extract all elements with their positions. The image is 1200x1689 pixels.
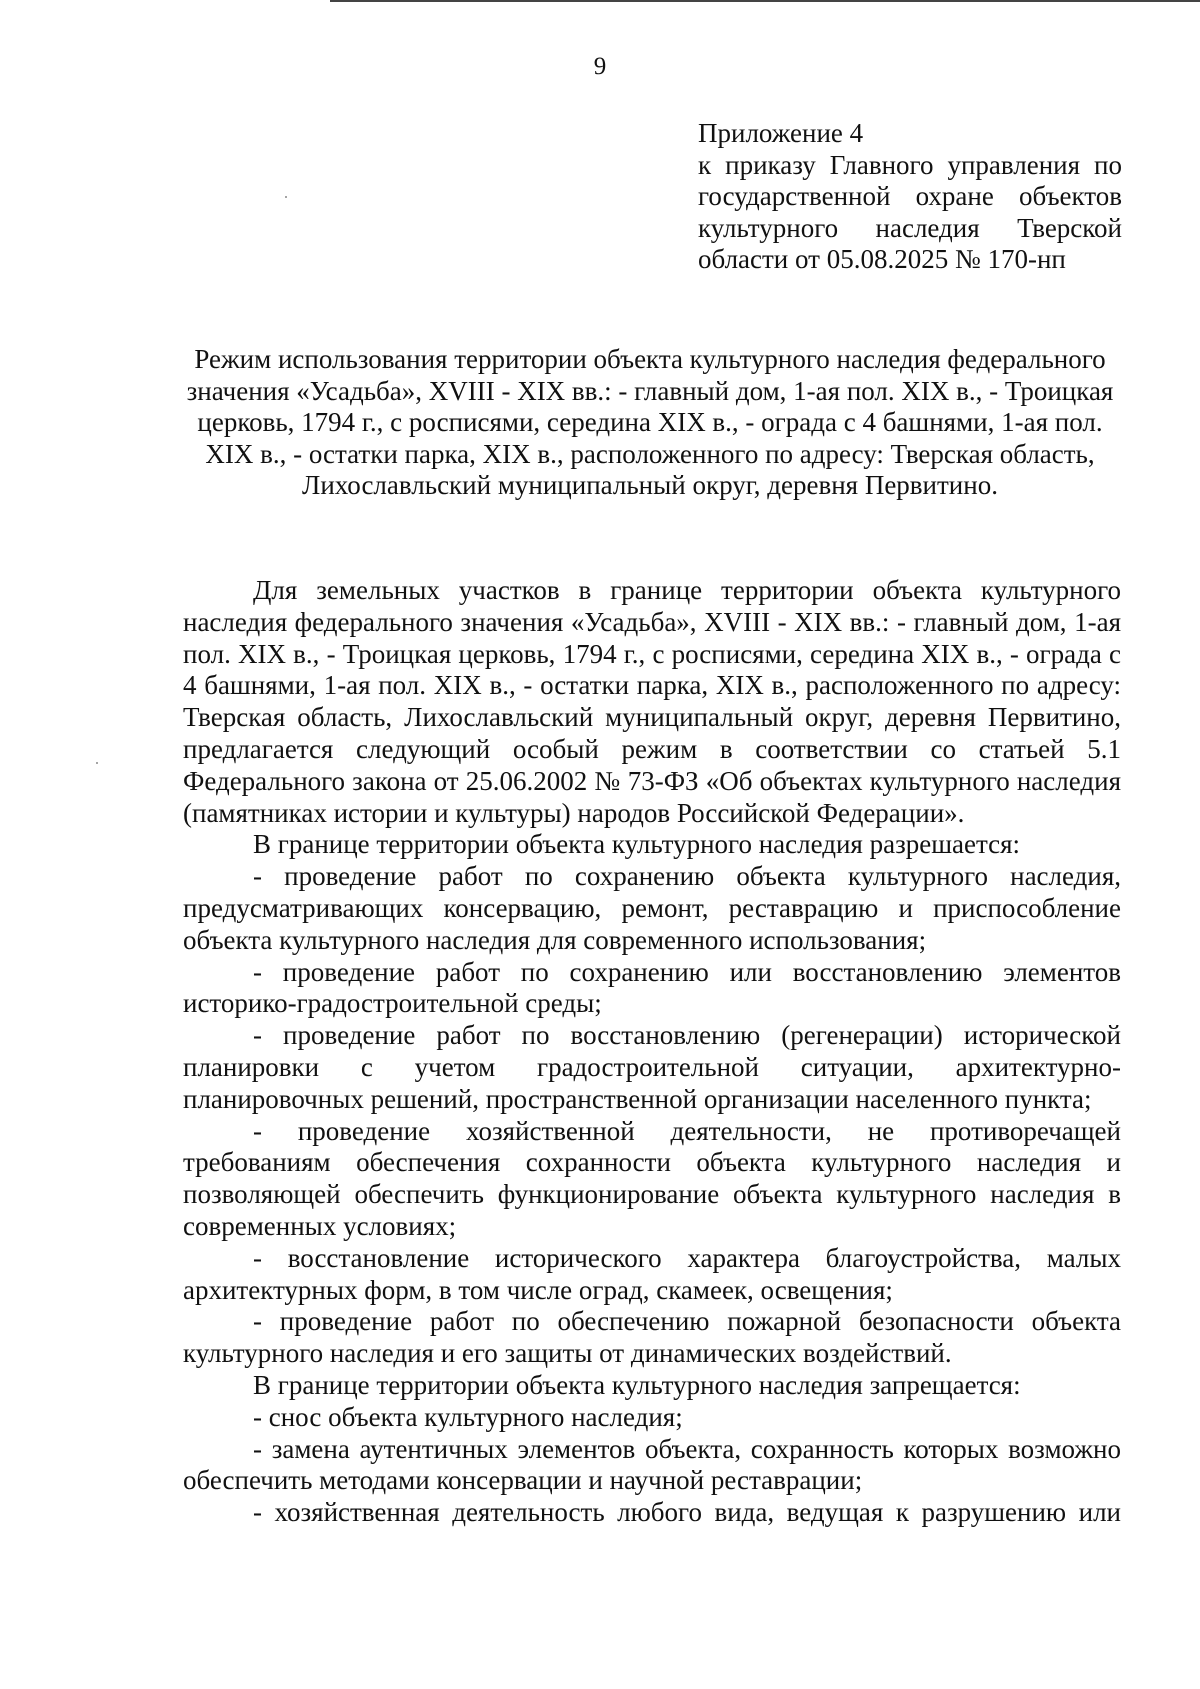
prohibited-item: - снос объекта культурного наследия; <box>253 1401 683 1432</box>
intro-paragraph: Для земельных участков в границе территории объекта культурного наследия федерального значения «Усадьба», XVIII - XIX вв.: - главный дом, 1-ая пол. XIX в., - Троицкая церковь, 1794 г., с росписями, середина XIX в., - ограда с 4 башнями, 1-ая пол. XIX в., - остатки парка, XIX в., расположенного по адресу: Тверская область, Лихославльский муниципальный округ, деревня Первитино, предлагается следующий особый режим в соответствии со статьей 5.1 Федерального закона от 25.06.2002 № 73-ФЗ «Об объектах культурного наследия (памятниках истории и культуры) народов Российской Федерации». <box>183 575 1121 828</box>
scan-speck <box>96 762 98 764</box>
allowed-item: - проведение хозяйственной деятельности, не противоречащей требованиям обеспечения сохранности объекта культурного наследия и позволяющей обеспечить функционирование объекта культурного наследия в современных условиях; <box>183 1115 1121 1241</box>
prohibited-item: - замена аутентичных элементов объекта, сохранность которых возможно обеспечить методами консервации и научной реставрации; <box>183 1433 1121 1496</box>
allowed-heading: В границе территории объекта культурного наследия разрешается: <box>253 829 1021 860</box>
appendix-reference: к приказу Главного управления по государственной охране объектов культурного наследия Тверской области от 05.08.2025 № 170-нп <box>698 149 1122 274</box>
allowed-item: - проведение работ по сохранению объекта культурного наследия, предусматривающих консервацию, ремонт, реставрацию и приспособление объекта культурного наследия для современного использования; <box>183 861 1121 955</box>
scan-top-edge <box>330 0 1200 2</box>
page-number: 9 <box>593 53 607 80</box>
scan-speck <box>285 196 287 198</box>
allowed-item: - проведение работ по сохранению или восстановлению элементов историко-градостроительной среды; <box>183 956 1121 1019</box>
appendix-block <box>698 118 1122 276</box>
document-title: Режим использования территории объекта культурного наследия федерального значения «Усадьба», XVIII - XIX вв.: - главный дом, 1-ая пол. XIX в., - Троицкая церковь, 1794 г., с росписями, середина XIX в., - ограда с 4 башнями, 1-ая пол. XIX в., - остатки парка, XIX в., расположенного по адресу: Тверская область, Лихославльский муниципальный округ, деревня Первитино. <box>186 344 1114 500</box>
document-body <box>183 575 1121 1529</box>
appendix-title: Приложение 4 <box>698 118 864 148</box>
prohibited-item: - хозяйственная деятельность любого вида, ведущая к разрушению или <box>253 1497 1121 1528</box>
prohibited-heading: В границе территории объекта культурного наследия запрещается: <box>253 1369 1021 1400</box>
allowed-item: - восстановление исторического характера благоустройства, малых архитектурных форм, в том числе оград, скамеек, освещения; <box>183 1242 1121 1305</box>
allowed-item: - проведение работ по восстановлению (регенерации) исторической планировки с учетом градостроительной ситуации, архитектурно-планировочных решений, пространственной организации населенного пункта; <box>183 1020 1121 1114</box>
allowed-item: - проведение работ по обеспечению пожарной безопасности объекта культурного наследия и его защиты от динамических воздействий. <box>183 1306 1121 1369</box>
